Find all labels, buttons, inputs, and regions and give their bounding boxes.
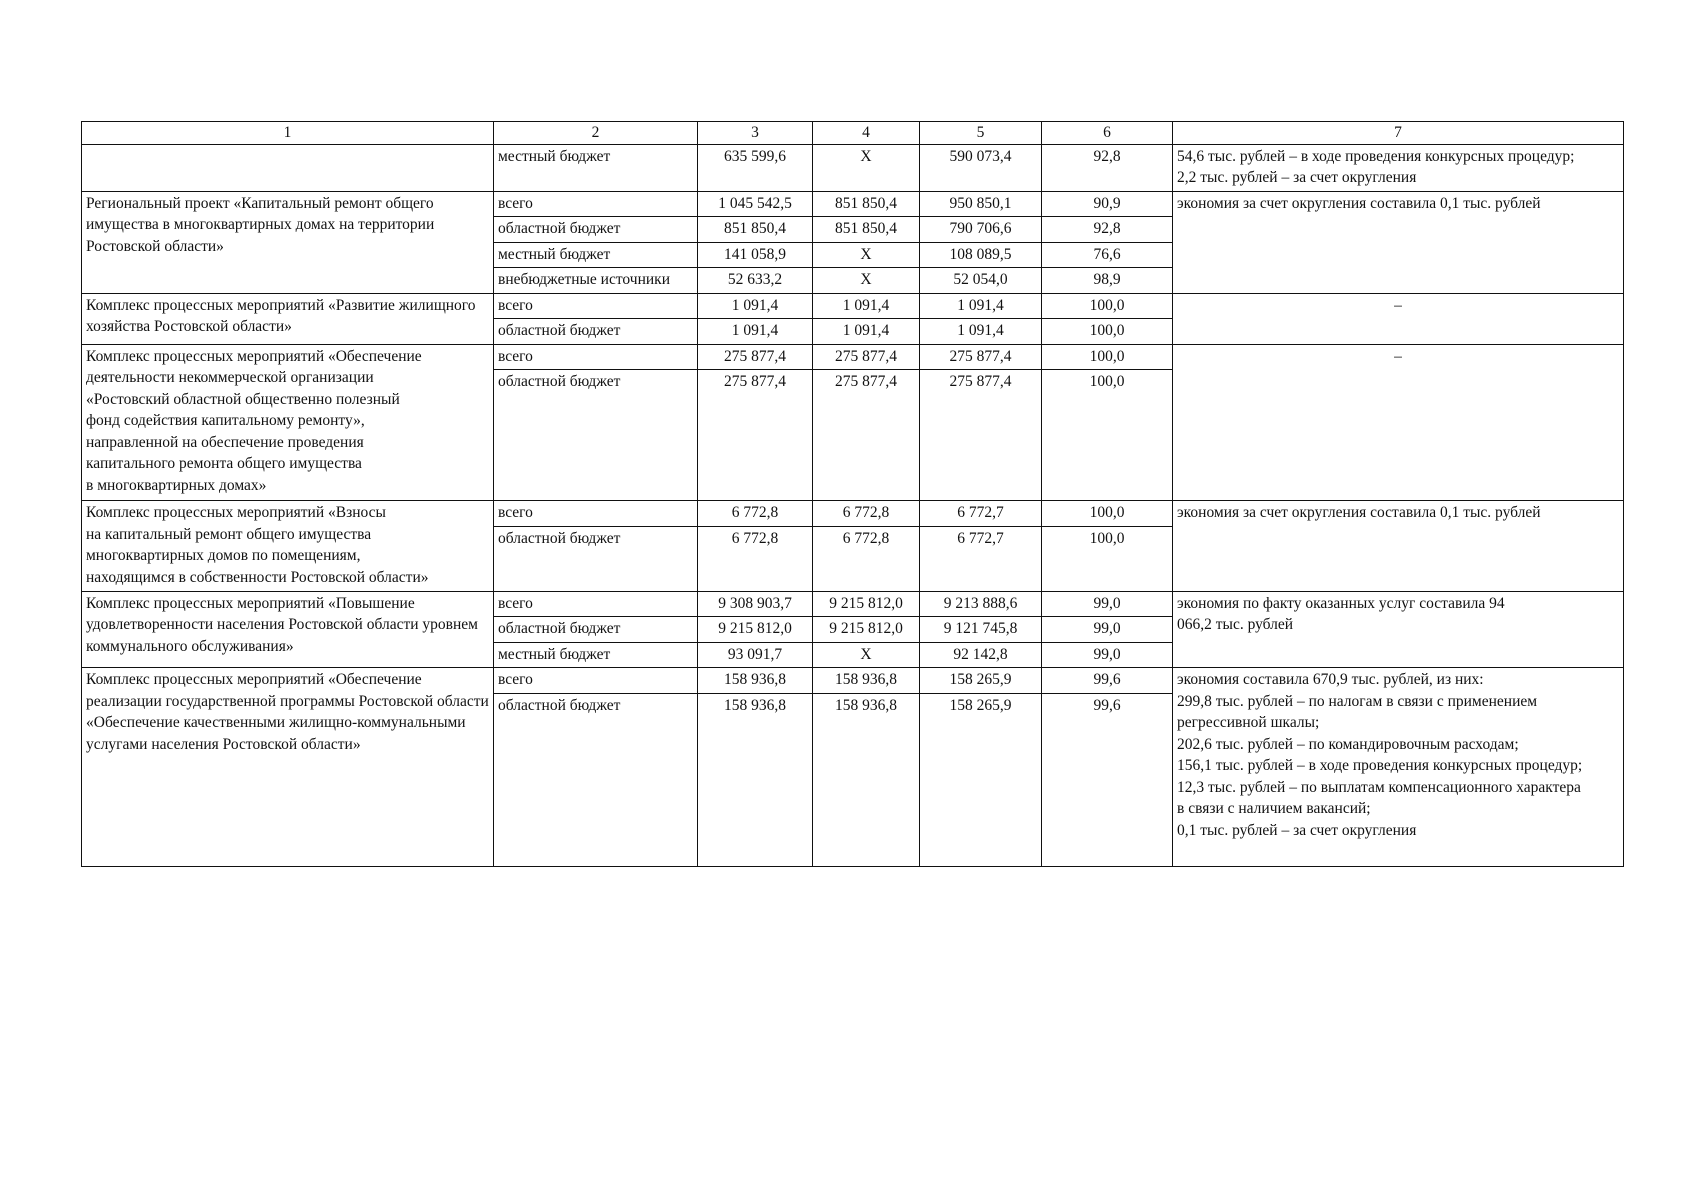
actual-value-cell: 950 850,1: [920, 191, 1042, 217]
planned-value-cell: 141 058,9: [698, 242, 813, 268]
table-row: [82, 191, 1624, 217]
percent-cell: 99,0: [1042, 617, 1173, 643]
funding-source-cell: всего: [494, 501, 698, 527]
regional-plan-cell: 275 877,4: [813, 370, 920, 501]
funding-source-cell: всего: [494, 293, 698, 319]
funding-source-cell: местный бюджет: [494, 642, 698, 668]
funding-source-cell: всего: [494, 668, 698, 694]
funding-source-cell: местный бюджет: [494, 144, 698, 191]
percent-cell: 92,8: [1042, 144, 1173, 191]
funding-source-cell: областной бюджет: [494, 617, 698, 643]
explanation-line: 156,1 тыс. рублей – в ходе проведения конкурсных процедур;: [1177, 757, 1583, 774]
percent-cell: 100,0: [1042, 370, 1173, 501]
program-name-line: Комплекс процессных мероприятий «Обеспечение: [86, 347, 422, 365]
planned-value-cell: 6 772,8: [698, 526, 813, 591]
percent-cell: 100,0: [1042, 293, 1173, 319]
planned-value-cell: 1 045 542,5: [698, 191, 813, 217]
regional-plan-cell: Х: [813, 242, 920, 268]
funding-source-cell: областной бюджет: [494, 526, 698, 591]
explanation-cell: экономия за счет округления составила 0,1 тыс. рублей: [1173, 501, 1624, 592]
explanation-line: 12,3 тыс. рублей – по выплатам компенсационного характера в связи с наличием вакансий;: [1177, 778, 1581, 817]
program-name-line: капитального ремонта общего имущества: [86, 455, 362, 472]
explanation-cell: –: [1173, 293, 1624, 344]
column-header: 5: [920, 122, 1042, 145]
explanation-cell: –: [1173, 344, 1624, 501]
table-row: [82, 501, 1624, 527]
percent-cell: 92,8: [1042, 217, 1173, 243]
regional-plan-cell: 1 091,4: [813, 293, 920, 319]
percent-cell: 100,0: [1042, 501, 1173, 527]
table-row: [82, 591, 1624, 617]
regional-plan-cell: 158 936,8: [813, 693, 920, 866]
column-header: 4: [813, 122, 920, 145]
explanation-cell: экономия по факту оказанных услуг составила 94 066,2 тыс. рублей: [1173, 591, 1624, 668]
explanation-cell: [1173, 668, 1624, 867]
program-name-line: в многоквартирных домах»: [86, 476, 267, 494]
planned-value-cell: 275 877,4: [698, 370, 813, 501]
actual-value-cell: 590 073,4: [920, 144, 1042, 191]
planned-value-cell: 6 772,8: [698, 501, 813, 527]
column-header: 3: [698, 122, 813, 145]
percent-cell: 76,6: [1042, 242, 1173, 268]
table-row: [82, 293, 1624, 319]
program-name-line: многоквартирных домов по помещениям,: [86, 547, 361, 564]
actual-value-cell: 790 706,6: [920, 217, 1042, 243]
table-row: [82, 668, 1624, 694]
funding-source-cell: областной бюджет: [494, 370, 698, 501]
regional-plan-cell: Х: [813, 642, 920, 668]
explanation-line: 202,6 тыс. рублей – по командировочным расходам;: [1177, 735, 1519, 753]
percent-cell: 98,9: [1042, 268, 1173, 294]
explanation-line: экономия составила 670,9 тыс. рублей, из них:: [1177, 671, 1484, 688]
regional-plan-cell: 6 772,8: [813, 526, 920, 591]
regional-plan-cell: Х: [813, 144, 920, 191]
percent-cell: 99,6: [1042, 693, 1173, 866]
funding-source-cell: областной бюджет: [494, 693, 698, 866]
program-name-cell: [82, 501, 494, 592]
column-header: 2: [494, 122, 698, 145]
explanation-line: 299,8 тыс. рублей – по налогам в связи с применением регрессивной шкалы;: [1177, 692, 1538, 731]
program-name-line: направленной на обеспечение проведения: [86, 433, 364, 451]
explanation-cell: [1173, 144, 1624, 191]
actual-value-cell: 92 142,8: [920, 642, 1042, 668]
regional-plan-cell: 9 215 812,0: [813, 591, 920, 617]
planned-value-cell: 9 215 812,0: [698, 617, 813, 643]
explanation-cell: экономия за счет округления составила 0,1 тыс. рублей: [1173, 191, 1624, 293]
planned-value-cell: 158 936,8: [698, 668, 813, 694]
planned-value-cell: 1 091,4: [698, 319, 813, 345]
percent-cell: 99,6: [1042, 668, 1173, 694]
column-header: 1: [82, 122, 494, 145]
funding-source-cell: местный бюджет: [494, 242, 698, 268]
percent-cell: 100,0: [1042, 319, 1173, 345]
planned-value-cell: 1 091,4: [698, 293, 813, 319]
actual-value-cell: 6 772,7: [920, 526, 1042, 591]
funding-source-cell: областной бюджет: [494, 319, 698, 345]
percent-cell: 90,9: [1042, 191, 1173, 217]
program-name-cell: [82, 144, 494, 191]
table-row: [82, 344, 1624, 370]
regional-plan-cell: 275 877,4: [813, 344, 920, 370]
explanation-line: 54,6 тыс. рублей – в ходе проведения конкурсных процедур;: [1177, 147, 1575, 165]
planned-value-cell: 9 308 903,7: [698, 591, 813, 617]
program-name-cell: Комплекс процессных мероприятий «Повышение удовлетворенности населения Ростовской области уровнем коммунального обслуживания»: [82, 591, 494, 668]
funding-source-cell: внебюджетные источники: [494, 268, 698, 294]
planned-value-cell: 158 936,8: [698, 693, 813, 866]
actual-value-cell: 158 265,9: [920, 668, 1042, 694]
planned-value-cell: 275 877,4: [698, 344, 813, 370]
actual-value-cell: 52 054,0: [920, 268, 1042, 294]
column-number-row: [82, 122, 1624, 145]
regional-plan-cell: 851 850,4: [813, 217, 920, 243]
actual-value-cell: 9 121 745,8: [920, 617, 1042, 643]
program-name-line: «Ростовский областной общественно полезный: [86, 390, 400, 408]
funding-source-cell: областной бюджет: [494, 217, 698, 243]
program-name-cell: Региональный проект «Капитальный ремонт общего имущества в многоквартирных домах на территории Ростовской области»: [82, 191, 494, 293]
actual-value-cell: 1 091,4: [920, 293, 1042, 319]
table-row: [82, 144, 1624, 191]
regional-plan-cell: 9 215 812,0: [813, 617, 920, 643]
actual-value-cell: 108 089,5: [920, 242, 1042, 268]
actual-value-cell: 275 877,4: [920, 344, 1042, 370]
program-name-cell: [82, 344, 494, 501]
regional-plan-cell: Х: [813, 268, 920, 294]
explanation-line: 0,1 тыс. рублей – за счет округления: [1177, 821, 1417, 839]
column-header: 7: [1173, 122, 1624, 145]
column-header: 6: [1042, 122, 1173, 145]
program-name-cell: Комплекс процессных мероприятий «Развитие жилищного хозяйства Ростовской области»: [82, 293, 494, 344]
planned-value-cell: 93 091,7: [698, 642, 813, 668]
explanation-line: 2,2 тыс. рублей – за счет округления: [1177, 169, 1417, 186]
regional-plan-cell: 6 772,8: [813, 501, 920, 527]
planned-value-cell: 851 850,4: [698, 217, 813, 243]
actual-value-cell: 9 213 888,6: [920, 591, 1042, 617]
planned-value-cell: 635 599,6: [698, 144, 813, 191]
actual-value-cell: 6 772,7: [920, 501, 1042, 527]
program-name-line: находящимся в собственности Ростовской области»: [86, 568, 429, 586]
regional-plan-cell: 158 936,8: [813, 668, 920, 694]
program-name-line: на капитальный ремонт общего имущества: [86, 525, 372, 543]
percent-cell: 99,0: [1042, 642, 1173, 668]
program-name-line: деятельности некоммерческой организации: [86, 369, 374, 386]
program-name-line: Комплекс процессных мероприятий «Взносы: [86, 504, 386, 521]
actual-value-cell: 158 265,9: [920, 693, 1042, 866]
funding-source-cell: всего: [494, 591, 698, 617]
regional-plan-cell: 851 850,4: [813, 191, 920, 217]
funding-source-cell: всего: [494, 344, 698, 370]
planned-value-cell: 52 633,2: [698, 268, 813, 294]
percent-cell: 99,0: [1042, 591, 1173, 617]
budget-execution-table: [81, 121, 1624, 867]
percent-cell: 100,0: [1042, 344, 1173, 370]
funding-source-cell: всего: [494, 191, 698, 217]
regional-plan-cell: 1 091,4: [813, 319, 920, 345]
actual-value-cell: 1 091,4: [920, 319, 1042, 345]
actual-value-cell: 275 877,4: [920, 370, 1042, 501]
percent-cell: 100,0: [1042, 526, 1173, 591]
program-name-cell: Комплекс процессных мероприятий «Обеспечение реализации государственной программы Ростовской области «Обеспечение качественными жилищно-коммунальными услугами населения Ростовской области»: [82, 668, 494, 867]
program-name-line: фонд содействия капитальному ремонту»,: [86, 412, 365, 429]
